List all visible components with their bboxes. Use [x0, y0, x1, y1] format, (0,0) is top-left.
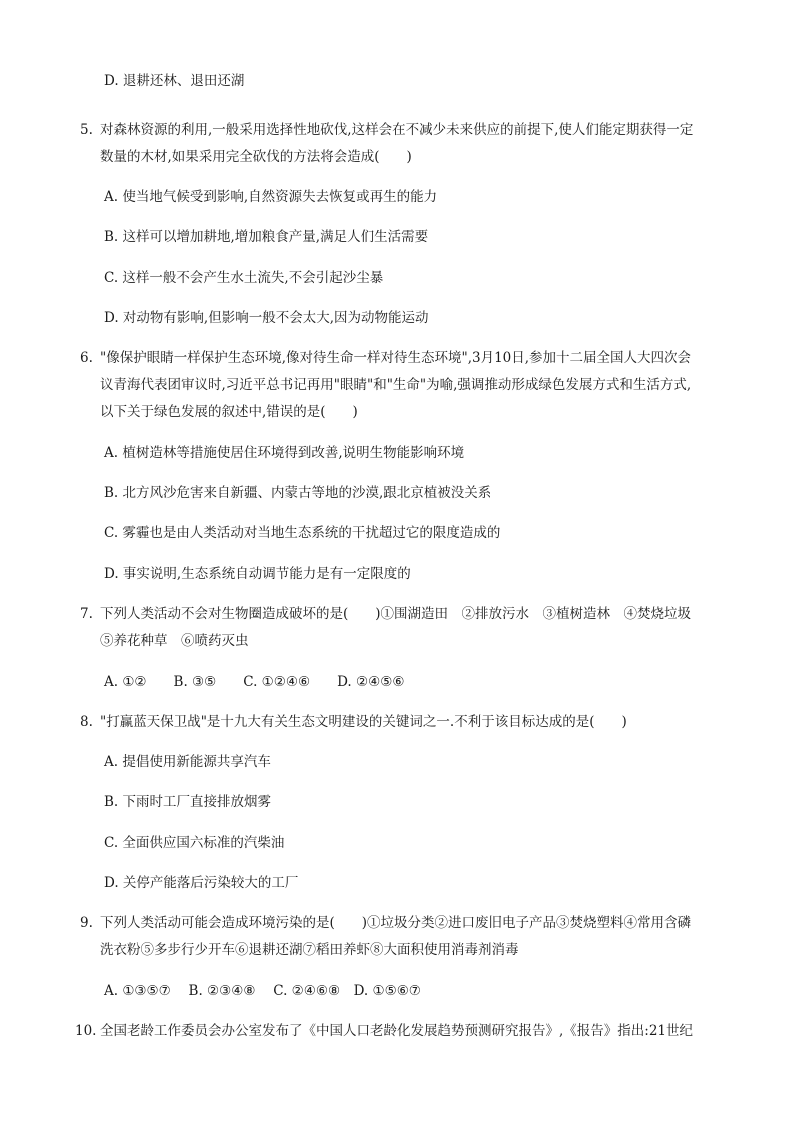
q4-option-d: D. 退耕还林、退田还湖 [104, 73, 245, 89]
q7-options: A. ①② B. ③⑤ C. ①②④⑥ D. ②④⑤⑥ [104, 674, 405, 690]
q7-stem-line1: 下列人类活动不会对生物圈造成破坏的是( )①围湖造田 ②排放污水 ③植树造林 ④焚烧垃圾 [100, 606, 692, 622]
q5-option-b: B. 这样可以增加耕地,增加粮食产量,满足人们生活需要 [104, 229, 429, 245]
q10-number: 10. [75, 1023, 97, 1039]
q5-option-a: A. 使当地气候受到影响,自然资源失去恢复或再生的能力 [104, 189, 438, 205]
q6-stem-line2: 议青海代表团审议时,习近平总书记再用"眼睛"和"生命"为喻,强调推动形成绿色发展方式和生活方式, [100, 377, 692, 393]
q8-stem-line1: "打赢蓝天保卫战"是十九大有关生态文明建设的关键词之一.不利于该目标达成的是( ) [100, 714, 627, 730]
q9-stem-line1: 下列人类活动可能会造成环境污染的是( )①垃圾分类②进口废旧电子产品③焚烧塑料④常用含磷 [100, 915, 692, 931]
q9-number: 9. [80, 915, 93, 931]
q5-option-d: D. 对动物有影响,但影响一般不会太大,因为动物能运动 [104, 310, 429, 326]
q6-option-d: D. 事实说明,生态系统自动调节能力是有一定限度的 [104, 566, 411, 582]
q8-number: 8. [80, 714, 93, 730]
q6-option-a: A. 植树造林等措施使居住环境得到改善,说明生物能影响环境 [104, 445, 465, 461]
q6-number: 6. [80, 350, 93, 366]
q8-option-d: D. 关停产能落后污染较大的工厂 [104, 875, 299, 891]
q5-stem-line2: 数量的木材,如果采用完全砍伐的方法将会造成( ) [100, 149, 412, 165]
q9-stem-line2: 洗衣粉⑤多步行少开车⑥退耕还湖⑦稻田养虾⑧大面积使用消毒剂消毒 [100, 942, 519, 958]
q8-option-a: A. 提倡使用新能源共享汽车 [104, 754, 271, 770]
q8-option-b: B. 下雨时工厂直接排放烟雾 [104, 794, 272, 810]
q5-option-c: C. 这样一般不会产生水土流失,不会引起沙尘暴 [104, 270, 384, 286]
q6-option-b: B. 北方风沙危害来自新疆、内蒙古等地的沙漠,跟北京植被没关系 [104, 485, 492, 501]
q7-stem-line2: ⑤养花种草 ⑥喷药灭虫 [100, 633, 249, 649]
q7-number: 7. [80, 606, 93, 622]
q6-stem-line3: 以下关于绿色发展的叙述中,错误的是( ) [100, 404, 358, 420]
q9-options: A. ①③⑤⑦ B. ②③④⑧ C. ②④⑥⑧ D. ①⑤⑥⑦ [104, 983, 421, 999]
q8-option-c: C. 全面供应国六标准的汽柴油 [104, 835, 285, 851]
q5-stem-line1: 对森林资源的利用,一般采用选择性地砍伐,这样会在不减少未来供应的前提下,使人们能定期获得一定 [100, 122, 694, 138]
q6-option-c: C. 雾霾也是由人类活动对当地生态系统的干扰超过它的限度造成的 [104, 525, 501, 541]
q10-stem-line1: 全国老龄工作委员会办公室发布了《中国人口老龄化发展趋势预测研究报告》,《报告》指出:21世纪 [100, 1023, 694, 1039]
q5-number: 5. [80, 122, 93, 138]
q6-stem-line1: "像保护眼睛一样保护生态环境,像对待生命一样对待生态环境",3月10日,参加十二届全国人大四次会 [100, 350, 692, 366]
